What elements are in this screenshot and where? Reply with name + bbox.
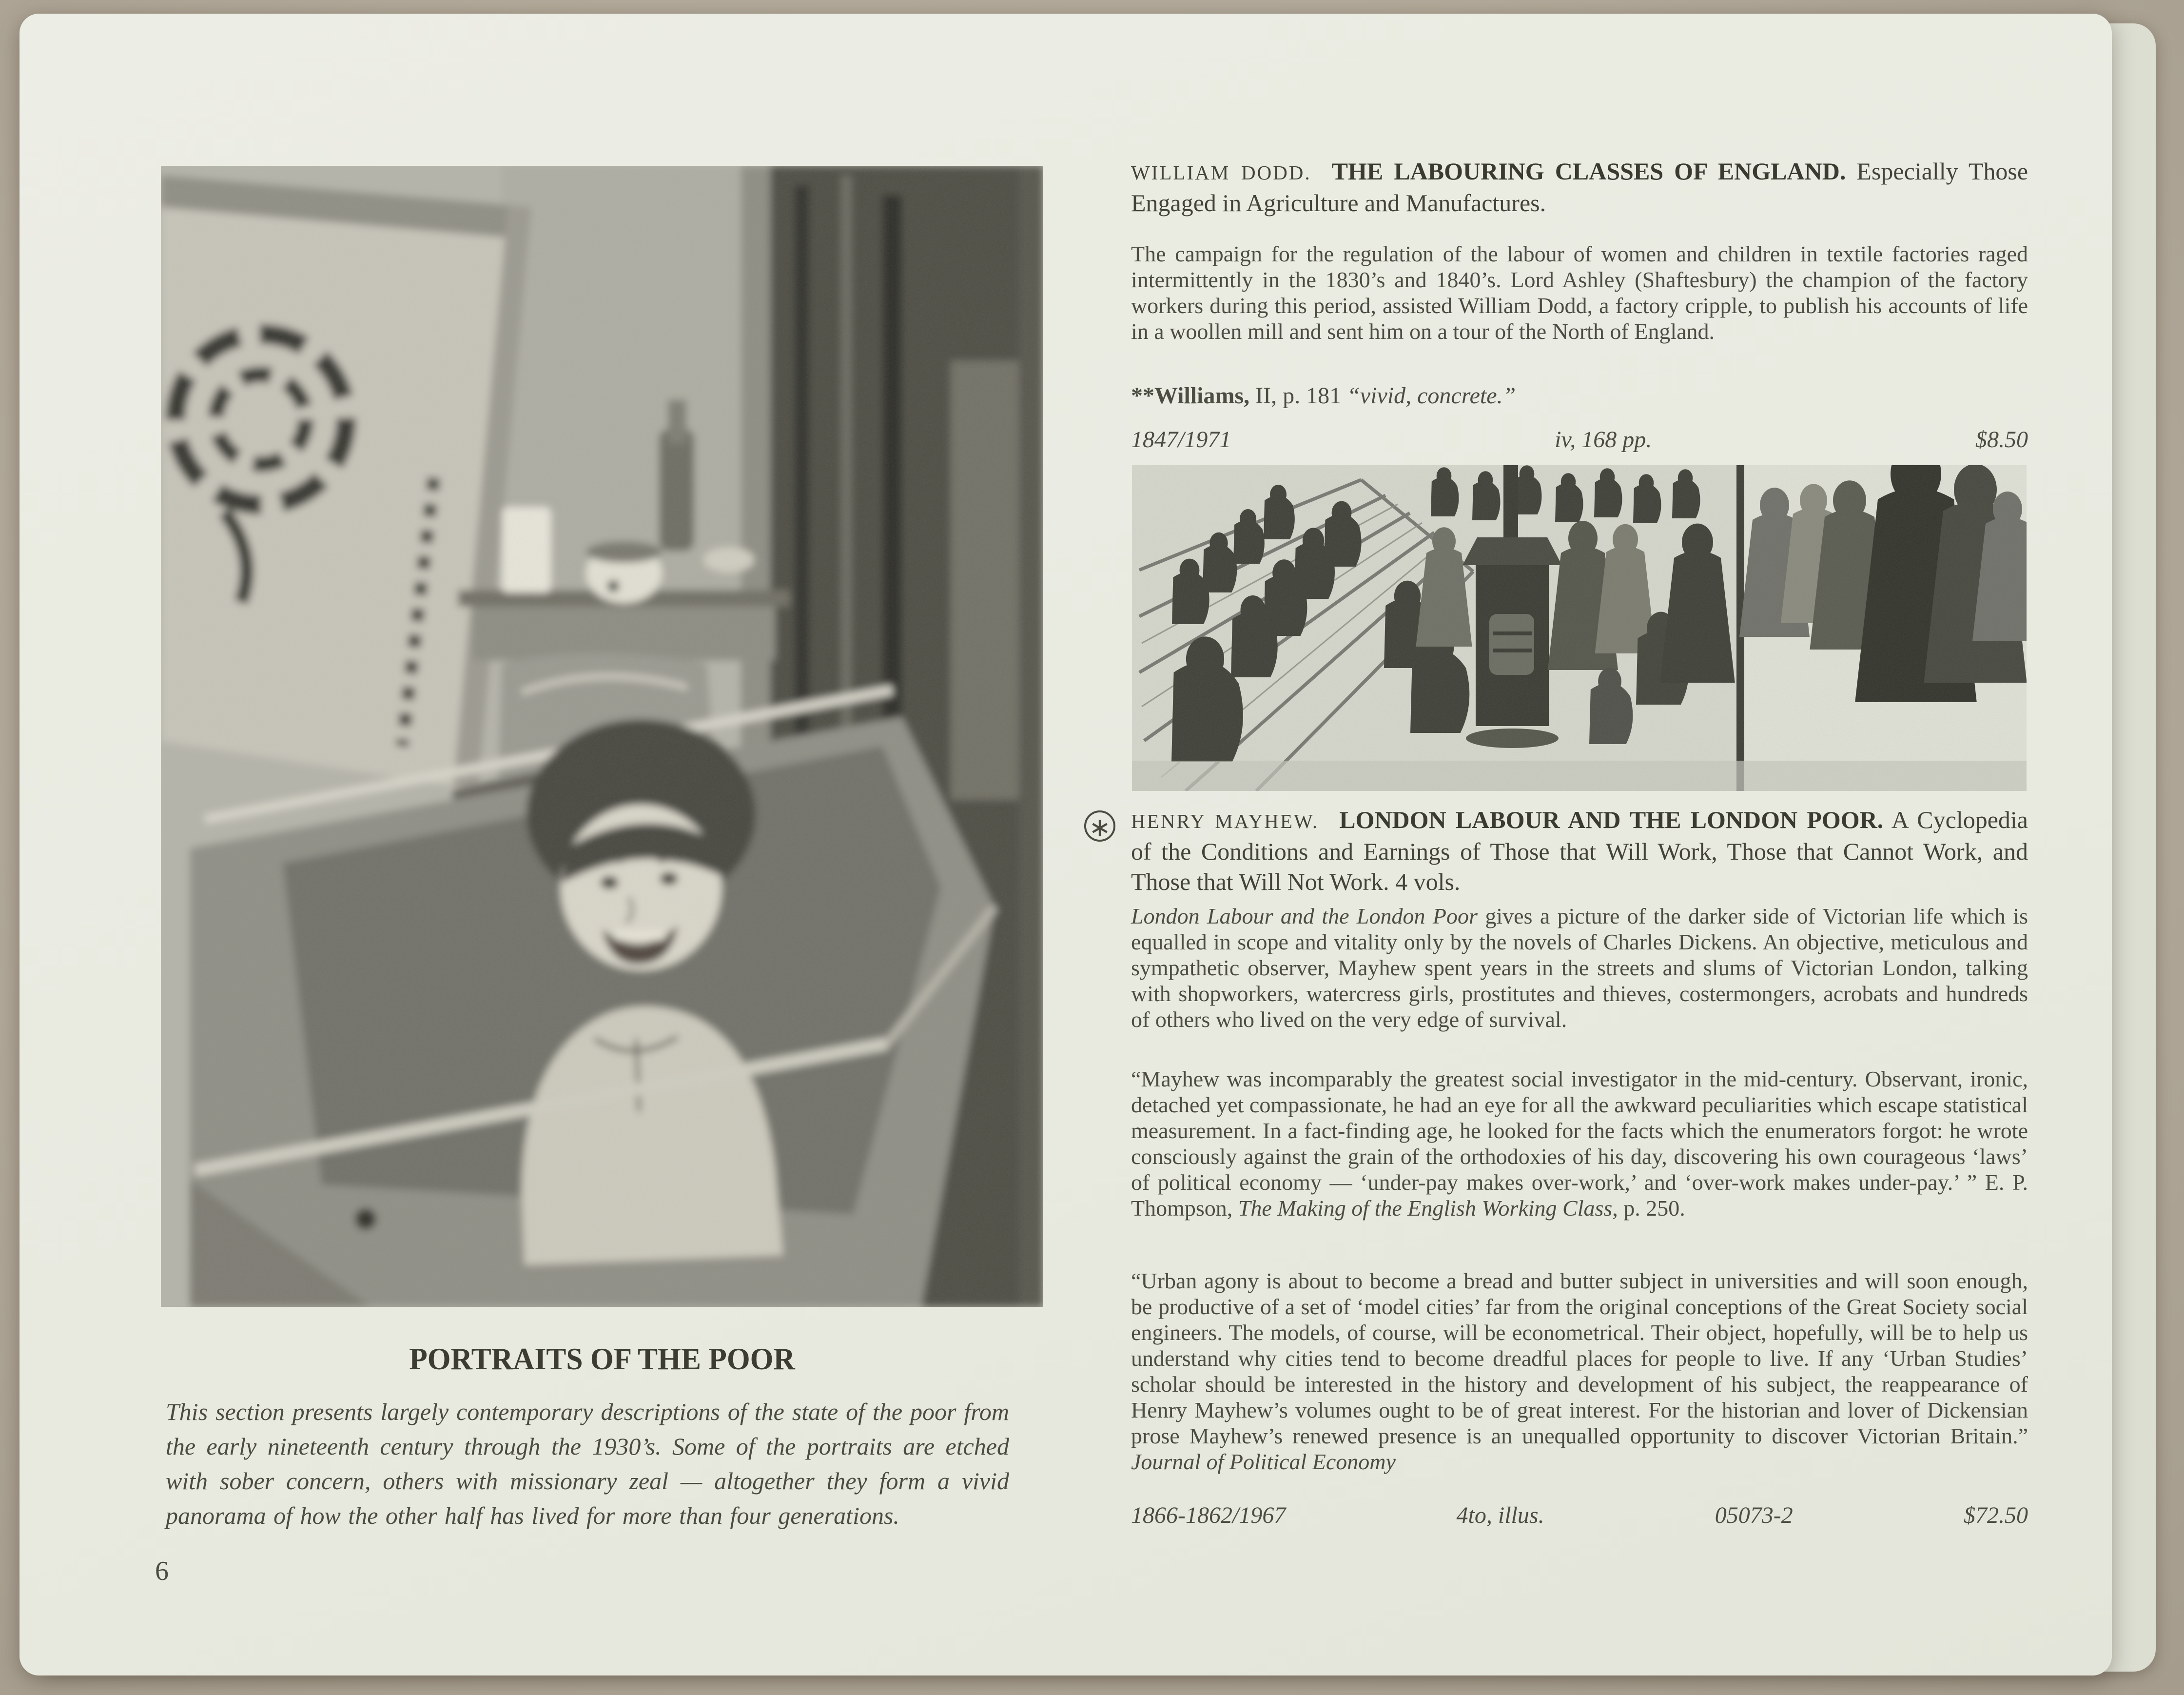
entry-mayhew-author: HENRY MAYHEW. bbox=[1131, 810, 1319, 832]
entry-dodd-paragraph: The campaign for the regulation of the labour of women and children in textile factories raged intermittently in the 1830’s and 1840’s. Lord Ashley (Shaftesbury) the champion of the factory workers during this period, assisted William Dodd, a factory cripple, to publish his accounts of life in a woollen mill and sent him on a tour of the North of England. bbox=[1131, 241, 2028, 344]
entry-dodd-title: THE LABOURING CLASSES OF ENGLAND. bbox=[1331, 158, 1846, 185]
reference-stars: ** bbox=[1131, 383, 1154, 409]
thompson-quote: “Mayhew was incomparably the greatest social investigator in the mid-century. Observant, ironic, detached yet compassionate, he had an eye for all the awkward peculiarities which escape statistical measurement. In a fact-finding age, he looked for the facts which the enumerators forgot: he wrote consciously against the grain of the orthodoxies of his day, discovering his own courageous ‘laws’ of political economy — ‘under-pay makes over-work,’ and ‘over-work makes under-pay.’ ” bbox=[1131, 1066, 2028, 1195]
paragraph-rest: gives a picture of the darker side of Victorian life which is equalled in scope and vitality only by the novels of Charles Dickens. An objective, meticulous and sympathetic observer, Mayhew spent years in the streets and slums of Victorian London, talking with shopworkers, watercress girls, prostitutes and thieves, costermongers, acrobats and hundreds of others who lived on the very edge of survival. bbox=[1131, 904, 2028, 1032]
entry-mayhew-imprint bbox=[1131, 1502, 2028, 1529]
entry-dodd-subtitle: Especially Those Engaged in Agriculture and Manufactures. bbox=[1131, 158, 2028, 217]
entry-mayhew-paragraph-2 bbox=[1131, 1066, 2028, 1221]
attribution-pre: E. P. Thompson, bbox=[1131, 1170, 2028, 1221]
attribution-post: , p. 250. bbox=[1612, 1196, 1685, 1221]
section-title: PORTRAITS OF THE POOR bbox=[409, 1341, 795, 1376]
entry-dodd-imprint bbox=[1131, 426, 2028, 453]
entry-mayhew-subtitle: A Cyclopedia of the Conditions and Earnings of Those that Will Work, Those that Cannot Work, and Those that Will Not Work. 4 vols. bbox=[1131, 806, 2028, 895]
photo-child-in-tin-bathtub bbox=[161, 166, 1043, 1307]
imprint-collation: iv, 168 pp. bbox=[1555, 427, 1652, 453]
imprint-date: 1847/1971 bbox=[1131, 427, 1231, 453]
entry-dodd-heading bbox=[1131, 156, 2028, 218]
imprint-price: $72.50 bbox=[1964, 1502, 2028, 1528]
entry-dodd-reference bbox=[1131, 382, 2028, 409]
reference-quote: “vivid, concrete.” bbox=[1347, 383, 1516, 409]
imprint-item-number: 05073-2 bbox=[1715, 1502, 1793, 1528]
section-intro: This section presents largely contemporary descriptions of the state of the poor from the early nineteenth century through the 1930’s. Some of the portraits are etched with sober concern, others with missionary zeal — altogether they form a vivid panorama of how the other half has lived for more than four generations. bbox=[166, 1398, 1009, 1529]
reference-name: Williams, bbox=[1154, 383, 1250, 409]
engraving-illustration bbox=[1132, 465, 2027, 791]
imprint-format: 4to, illus. bbox=[1456, 1502, 1544, 1528]
imprint-price: $8.50 bbox=[1975, 427, 2028, 453]
page-number: 6 bbox=[155, 1556, 169, 1586]
imprint-date: 1866-1862/1967 bbox=[1131, 1502, 1286, 1528]
entry-mayhew-heading bbox=[1131, 805, 2028, 897]
asterisk-glyph: ∗ bbox=[1089, 812, 1111, 843]
entry-dodd-author: WILLIAM DODD. bbox=[1131, 161, 1311, 184]
paragraph-lead-italic: London Labour and the London Poor bbox=[1131, 904, 1478, 928]
entry-mayhew-paragraph-1 bbox=[1131, 903, 2028, 1032]
circled-asterisk-mark bbox=[1084, 810, 1115, 842]
engraving-factory-workroom bbox=[1132, 465, 2027, 791]
entry-mayhew-title: LONDON LABOUR AND THE LONDON POOR. bbox=[1339, 806, 1884, 833]
reference-detail: II, p. 181 bbox=[1249, 383, 1347, 409]
attribution-work-italic: The Making of the English Working Class bbox=[1238, 1196, 1613, 1221]
journal-quote: “Urban agony is about to become a bread and butter subject in universities and will soon enough, be productive of a set of ‘model cities’ far from the original conceptions of the Great Society social engineers. The models, of course, will be econometrical. Their object, hopefully, will be to help us understand why cities tend to become dreadful places for people to live. If any ‘Urban Studies’ scholar should be interested in the history and development of his subject, the reappearance of Henry Mayhew’s volumes ought to be of great interest. For the historian and lover of Dickensian prose Mayhew’s renewed presence is an unequalled opportunity to discover Victorian Britain.” bbox=[1131, 1268, 2028, 1448]
photo-illustration bbox=[161, 166, 1043, 1307]
entry-mayhew-paragraph-3 bbox=[1131, 1268, 2028, 1475]
journal-source-italic: Journal of Political Economy bbox=[1131, 1449, 1396, 1474]
catalog-page bbox=[20, 14, 2112, 1675]
